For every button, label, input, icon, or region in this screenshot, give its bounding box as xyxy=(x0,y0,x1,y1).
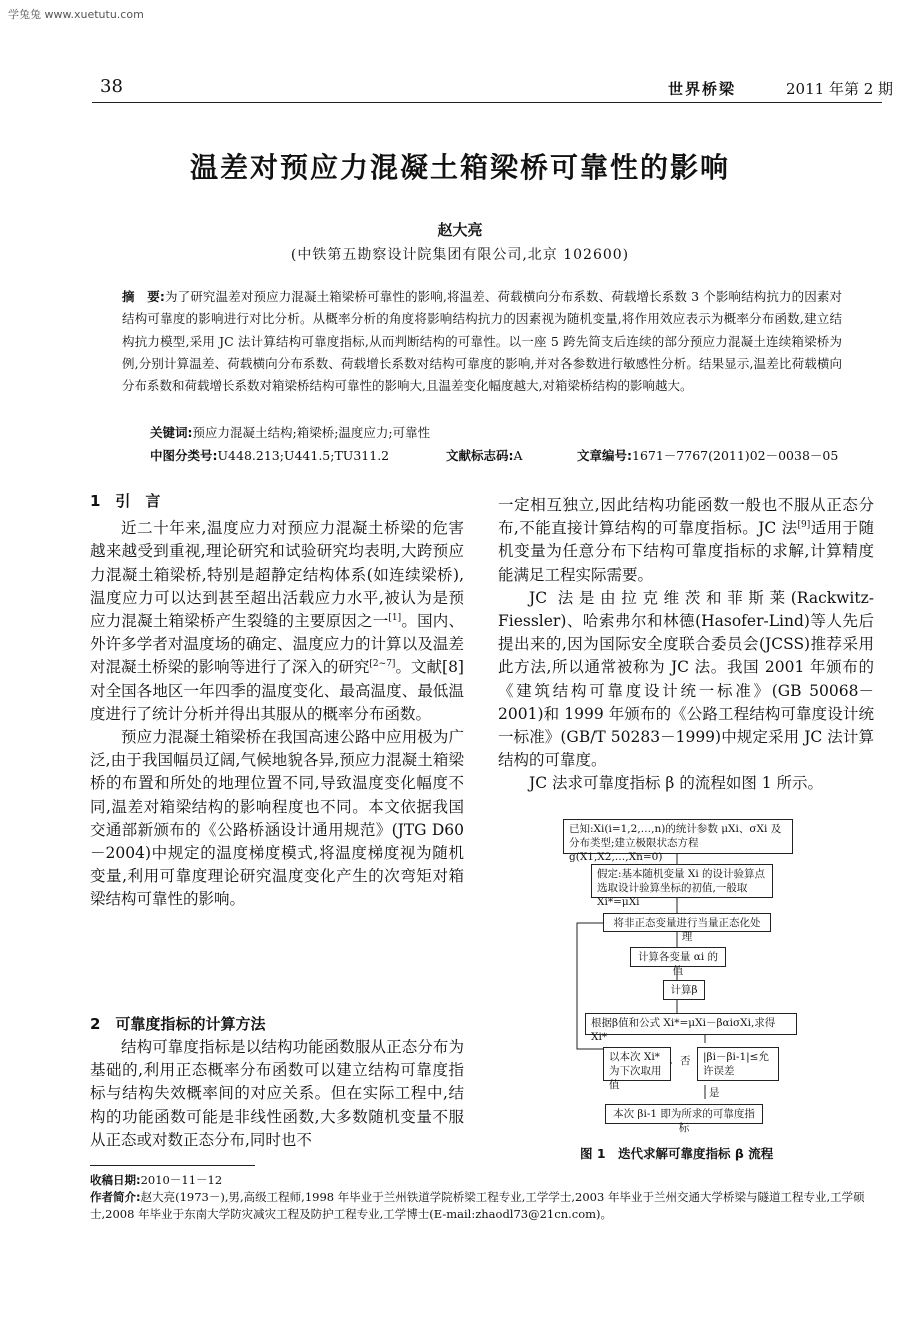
abstract-text: 为了研究温差对预应力混凝土箱梁桥可靠性的影响,将温差、荷载横向分布系数、荷载增长系数 3 个影响结构抗力的因素对结构可靠度的影响进行对比分析。从概率分析的角度将影响结构抗力的因素视为随机变量,将作用效应表示为概率分布函数,建立结构抗力模型,采用 JC 法计算结构可靠度指标,从而判断结构的可靠性。以一座 5 跨先简支后连续的部分预应力混凝土连续箱梁桥为例,分别计算温差、荷载横向分布系数、荷载增长系数对结构可靠度的影响,并对各参数进行敏感性分析。结果显示,温差比荷载横向分布系数和荷载增长系数对箱梁桥结构可靠性的影响大,且温差变化幅度越大,对箱梁桥结构的影响越大。 xyxy=(122,289,842,394)
page-number: 38 xyxy=(100,76,123,97)
keywords-text: 预应力混凝土结构;箱梁桥;温度应力;可靠性 xyxy=(192,425,431,440)
ref-2-7: [2~7] xyxy=(369,659,396,670)
flow-box-update: 根据β值和公式 Xi*=μXi－βαiσXi,求得 Xi* xyxy=(585,1013,797,1035)
flow-box-next-value: 以本次 Xi* 为下次取用值 xyxy=(603,1047,671,1081)
section-1-paragraph-1 xyxy=(90,517,464,726)
received-date: 2010－11－12 xyxy=(140,1173,223,1187)
section-2-paragraph-1: 结构可靠度指标是以结构功能函数服从正态分布为基础的,利用正态概率分布函数可以建立结构可靠度指标与结构失效概率间的对应关系。但在实际工程中,结构的功能函数可能是非线性函数,大多数随机变量不服从正态或对数正态分布,同时也不 xyxy=(90,1038,464,1149)
footnote-rule xyxy=(90,1165,255,1166)
flow-yes-label: 是 xyxy=(709,1087,720,1099)
s1p1-text-c: 。文献[8]对全国各地区一年四季的温度变化、最高温度、最低温度进行了统计分析并得出其服从的概率分布函数。 xyxy=(90,658,464,723)
doc-code xyxy=(446,446,523,464)
footnote-received xyxy=(90,1172,880,1189)
right-paragraph-1 xyxy=(498,494,874,587)
article-number xyxy=(577,446,838,464)
author: 赵大亮 xyxy=(437,221,483,239)
rp1-text-b: 适用于随机变量为任意分布下结构可靠度指标的求解,计算精度能满足工程实际需要。 xyxy=(498,519,874,584)
flow-box-check: |βi－βi-1|≤允许误差 xyxy=(697,1047,779,1081)
issue-label: 2011 年第 2 期 xyxy=(786,80,894,98)
art-value: 1671－7767(2011)02－0038－05 xyxy=(632,448,839,463)
keywords-label: 关键词: xyxy=(150,425,193,440)
paper-title: 温差对预应力混凝土箱梁桥可靠性的影响 xyxy=(189,151,730,184)
flow-no-label: 否 xyxy=(680,1055,691,1067)
abstract xyxy=(122,286,842,397)
section-1-title: 1 引 言 xyxy=(90,492,161,510)
s1p1-text-a: 近二十年来,温度应力对预应力混凝土桥梁的危害越来越受到重视,理论研究和试验研究均表明,大跨预应力混凝土箱梁桥,特别是超静定结构体系(如连续梁桥),温度应力可以达到甚至超出活载应力水平,被认为是预应力混凝土箱梁桥产生裂缝的主要原因之一 xyxy=(90,519,464,631)
ref-9: [9] xyxy=(797,520,811,531)
flow-box-result: 本次 βi-1 即为所求的可靠度指标 xyxy=(605,1104,763,1124)
abstract-label: 摘 要: xyxy=(122,289,165,304)
flow-box-alpha: 计算各变量 αi 的值 xyxy=(630,947,726,967)
journal-name: 世界桥梁 xyxy=(668,80,737,98)
s1p1-text-b: 。国内、外许多学者对温度场的确定、温度应力的计算以及温差对混凝土桥梁的影响等进行了深入的研究 xyxy=(90,612,464,677)
clc-label: 中图分类号: xyxy=(150,448,218,463)
right-paragraph-2: JC 法是由拉克维茨和菲斯莱(Rackwitz-Fiessler)、哈索弗尔和林德(Hasofer-Lind)等人先后提出来的,因为国际安全度联合委员会(JCSS)推荐采用此方法,所以通常被称为 JC 法。我国 2001 年颁布的《建筑结构可靠度设计统一标准》(GB 50068－2001)和 1999 年颁布的《公路工程结构可靠度设计统一标准》(GB/T 50283－1999)中规定采用 JC 法计算结构的可靠度。 xyxy=(498,588,874,770)
flow-box-normalize: 将非正态变量进行当量正态化处理 xyxy=(603,913,771,932)
figure-caption: 图 1 迭代求解可靠度指标 β 流程 xyxy=(580,1146,774,1161)
flow-box-known: 已知:Xi(i=1,2,…,n)的统计参数 μXi、σXi 及分布类型;建立极限状态方程 g(X1,X2,…,Xn=0) xyxy=(563,819,793,854)
ref-1: [1] xyxy=(388,612,402,623)
flow-box-assume: 假定:基本随机变量 Xi 的设计验算点选取设计验算坐标的初值,一般取 Xi*=μXi xyxy=(591,864,773,898)
bio-text: 赵大亮(1973－),男,高级工程师,1998 年毕业于兰州铁道学院桥梁工程专业,工学学士,2003 年毕业于兰州交通大学桥梁与隧道工程专业,工学硕士,2008 年毕业于东南大学防灾减灾工程及防护工程专业,工学博士(E-mail:zhaodl73@21cn.com)。 xyxy=(90,1190,865,1221)
section-1-paragraph-2: 预应力混凝土箱梁桥在我国高速公路中应用极为广泛,由于我国幅员辽阔,气候地貌各异,预应力混凝土箱梁桥的布置和所处的地理位置不同,导致温度变化幅度不同,温差对箱梁结构的影响程度也不同。本文依据我国交通部新颁布的《公路桥涵设计通用规范》(JTG D60－2004)中规定的温度梯度模式,将温度梯度视为随机变量,利用可靠度理论研究温度变化产生的次弯矩对箱梁结构可靠性的影响。 xyxy=(90,728,464,909)
doc-value: A xyxy=(513,448,523,463)
received-label: 收稿日期: xyxy=(90,1173,141,1187)
keywords xyxy=(150,423,430,441)
clc-number xyxy=(150,446,389,464)
affiliation: (中铁第五勘察设计院集团有限公司,北京 102600) xyxy=(290,247,630,263)
rp1-text-a: 一定相互独立,因此结构功能函数一般也不服从正态分布,不能直接计算结构的可靠度指标。JC 法 xyxy=(498,496,874,538)
flowchart xyxy=(555,817,805,1134)
watermark: 学兔兔 www.xuetutu.com xyxy=(8,8,144,21)
art-label: 文章编号: xyxy=(577,448,632,463)
doc-label: 文献标志码: xyxy=(446,448,514,463)
right-paragraph-3: JC 法求可靠度指标 β 的流程如图 1 所示。 xyxy=(529,774,824,793)
section-2-title: 2 可靠度指标的计算方法 xyxy=(90,1015,266,1033)
header-rule xyxy=(92,102,882,103)
footnote-bio xyxy=(90,1189,880,1223)
section-2-body xyxy=(90,1036,464,1152)
bio-label: 作者简介: xyxy=(90,1190,141,1204)
right-column xyxy=(498,494,874,796)
flow-box-beta: 计算β xyxy=(663,980,705,1000)
clc-value: U448.213;U441.5;TU311.2 xyxy=(217,448,390,463)
left-column xyxy=(90,490,464,912)
